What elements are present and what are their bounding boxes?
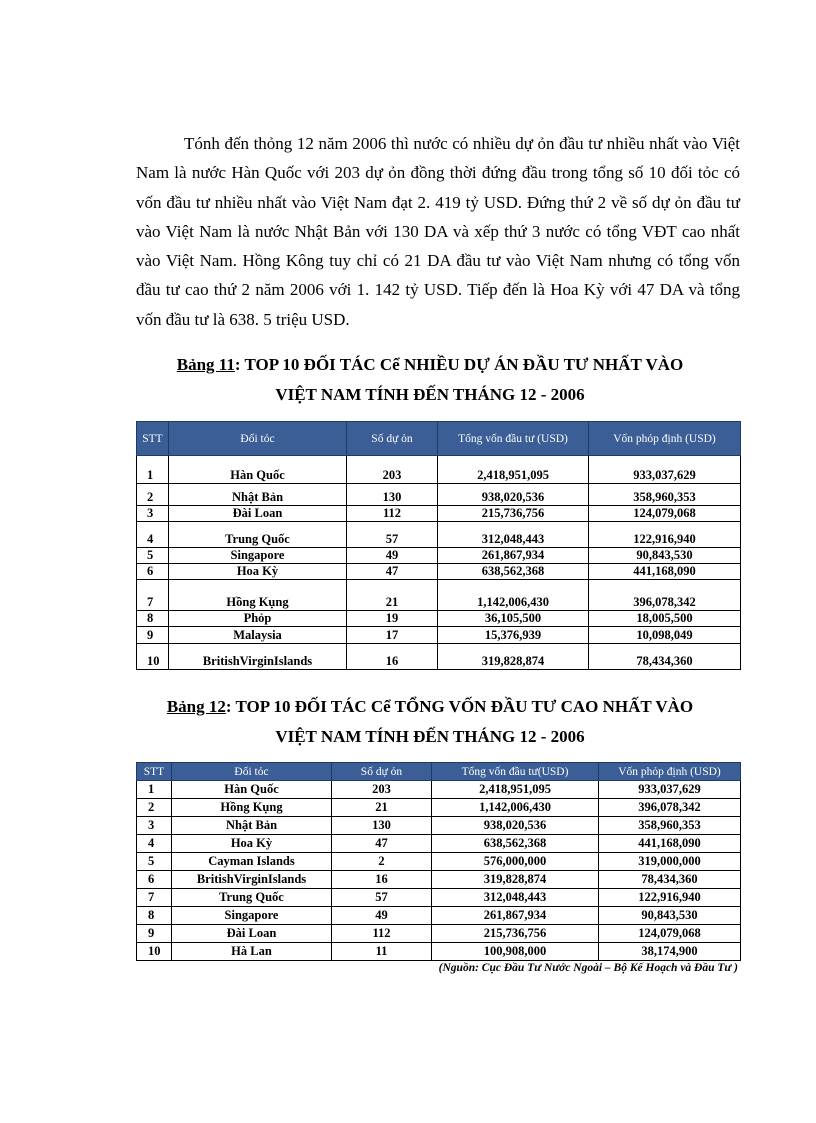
table11-cell-total: 261,867,934 [438, 548, 589, 564]
intro-paragraph-text: Tónh đến thỏng 12 năm 2006 thì nước có nhiều dự ỏn đầu tư nhiều nhất vào Việt Nam là nước Hàn Quốc với 203 dự ỏn đồng thời đứng đầu trong tổng số 10 đối tỏc có vốn đầu tư nhiều nhất vào Việt Nam đạt 2. 419 tỷ USD. Đứng thứ 2 về số dự ỏn đầu tư vào Việt Nam là nước Nhật Bản với 130 DA và xếp thứ 3 nước có tổng VĐT cao nhất vào Việt Nam. Hồng Kông tuy chỉ có 21 DA đầu tư vào Việt Nam nhưng có tổng vốn đầu tư cao thứ 2 năm 2006 với 1. 142 tỷ USD. Tiếp đến là Hoa Kỳ với 47 DA và tổng vốn đầu tư là 638. 5 triệu USD. [136, 134, 740, 329]
table12-row [137, 799, 741, 817]
table12-cell-projects: 47 [332, 835, 432, 853]
table12-row [137, 889, 741, 907]
table11-cell-total: 638,562,368 [438, 564, 589, 580]
table11-cell-stt: 4 [137, 522, 169, 548]
table12-cell-stt: 9 [137, 925, 172, 943]
table12-label: Bảng 12 [166, 697, 226, 716]
table11-row [137, 506, 741, 522]
table11-row [137, 644, 741, 670]
table11-cell-partner: Nhật Bản [169, 484, 347, 506]
table11-cell-legal: 441,168,090 [589, 564, 741, 580]
table12-cell-legal: 933,037,629 [599, 781, 741, 799]
table12-cell-partner: BritishVirginIslands [172, 871, 332, 889]
table11-title-line2: VIỆT NAM TÍNH ĐẾN THÁNG 12 - 2006 [275, 385, 585, 404]
table12-cell-partner: Hồng Kụng [172, 799, 332, 817]
table11-cell-stt: 10 [137, 644, 169, 670]
table11-cell-legal: 933,037,629 [589, 456, 741, 484]
table11-cell-projects: 16 [347, 644, 438, 670]
table11-cell-partner: Hàn Quốc [169, 456, 347, 484]
table11-label: Bảng 11 [176, 355, 235, 374]
table11-cell-projects: 21 [347, 580, 438, 611]
table12-cell-legal: 78,434,360 [599, 871, 741, 889]
table11-cell-total: 938,020,536 [438, 484, 589, 506]
table12-cell-legal: 38,174,900 [599, 943, 741, 961]
table11-title-line1: : TOP 10 ĐỐI TÁC Cể NHIỀU DỰ ÁN ĐẦU TƯ NHẤT VÀO [234, 355, 684, 374]
table11-cell-total: 215,736,756 [438, 506, 589, 522]
table12-cell-projects: 130 [332, 817, 432, 835]
table11-row [137, 548, 741, 564]
table11-cell-legal: 358,960,353 [589, 484, 741, 506]
table11-cell-stt: 1 [137, 456, 169, 484]
table12-title-line2: VIỆT NAM TÍNH ĐẾN THÁNG 12 - 2006 [275, 727, 585, 746]
table12-cell-total: 312,048,443 [432, 889, 599, 907]
table12-cell-stt: 3 [137, 817, 172, 835]
table12-header-projects: Số dự ỏn [332, 763, 432, 781]
table12-cell-legal: 441,168,090 [599, 835, 741, 853]
table11-row [137, 522, 741, 548]
table12-cell-total: 2,418,951,095 [432, 781, 599, 799]
table12-cell-stt: 7 [137, 889, 172, 907]
table12-cell-total: 100,908,000 [432, 943, 599, 961]
table12-cell-partner: Trung Quốc [172, 889, 332, 907]
table12-row [137, 835, 741, 853]
table12-cell-total: 319,828,874 [432, 871, 599, 889]
table12-cell-stt: 1 [137, 781, 172, 799]
table12-row [137, 907, 741, 925]
table11-cell-partner: Phỏp [169, 611, 347, 627]
table12-header-row [137, 763, 741, 781]
table12-cell-legal: 358,960,353 [599, 817, 741, 835]
table12-cell-stt: 4 [137, 835, 172, 853]
table11-header-legal: Vốn phỏp định (USD) [589, 422, 741, 456]
table11-row [137, 456, 741, 484]
table12-row [137, 925, 741, 943]
table11-header-stt: STT [137, 422, 169, 456]
table12-cell-total: 1,142,006,430 [432, 799, 599, 817]
table11-cell-projects: 49 [347, 548, 438, 564]
table11-cell-legal: 122,916,940 [589, 522, 741, 548]
table11-cell-legal: 18,005,500 [589, 611, 741, 627]
table12-cell-legal: 124,079,068 [599, 925, 741, 943]
table11-cell-total: 1,142,006,430 [438, 580, 589, 611]
table11-cell-legal: 124,079,068 [589, 506, 741, 522]
table11-cell-stt: 6 [137, 564, 169, 580]
table12-caption [120, 692, 740, 752]
table12-cell-stt: 8 [137, 907, 172, 925]
table11-cell-legal: 10,098,049 [589, 627, 741, 644]
table12 [136, 762, 741, 961]
table11-cell-projects: 203 [347, 456, 438, 484]
table12-cell-projects: 16 [332, 871, 432, 889]
table11-row [137, 580, 741, 611]
table11-row [137, 627, 741, 644]
table11-cell-partner: Đài Loan [169, 506, 347, 522]
table12-cell-legal: 396,078,342 [599, 799, 741, 817]
table12-header-total: Tổng vốn đầu tư(USD) [432, 763, 599, 781]
table12-title-line1: : TOP 10 ĐỐI TÁC Cể TỔNG VỐN ĐẦU TƯ CAO NHẤT VÀO [225, 697, 694, 716]
table11-cell-stt: 3 [137, 506, 169, 522]
table12-cell-partner: Đài Loan [172, 925, 332, 943]
table11-cell-total: 312,048,443 [438, 522, 589, 548]
table12-cell-total: 576,000,000 [432, 853, 599, 871]
table12-cell-projects: 57 [332, 889, 432, 907]
table11-cell-projects: 19 [347, 611, 438, 627]
table11-cell-total: 2,418,951,095 [438, 456, 589, 484]
table12-cell-total: 938,020,536 [432, 817, 599, 835]
table12-row [137, 781, 741, 799]
table11-cell-projects: 47 [347, 564, 438, 580]
table11-header-projects: Số dự ỏn [347, 422, 438, 456]
table12-cell-stt: 5 [137, 853, 172, 871]
table12-cell-partner: Hàn Quốc [172, 781, 332, 799]
table11-cell-total: 15,376,939 [438, 627, 589, 644]
table12-cell-legal: 319,000,000 [599, 853, 741, 871]
table11-cell-projects: 57 [347, 522, 438, 548]
table11-cell-total: 36,105,500 [438, 611, 589, 627]
table11-cell-projects: 17 [347, 627, 438, 644]
table11-cell-legal: 90,843,530 [589, 548, 741, 564]
table12-row [137, 817, 741, 835]
table11-header-row [137, 422, 741, 456]
table11-row [137, 611, 741, 627]
table11-cell-legal: 78,434,360 [589, 644, 741, 670]
table11-cell-stt: 5 [137, 548, 169, 564]
table12-cell-projects: 21 [332, 799, 432, 817]
table11-cell-projects: 130 [347, 484, 438, 506]
table12-cell-projects: 49 [332, 907, 432, 925]
table12-cell-partner: Nhật Bản [172, 817, 332, 835]
source-note: (Nguồn: Cục Đầu Tư Nước Ngoài – Bộ Kế Hoạch và Đầu Tư ) [438, 962, 738, 974]
table12-cell-projects: 112 [332, 925, 432, 943]
table12-header-legal: Vốn phỏp định (USD) [599, 763, 741, 781]
table11-header-partner: Đối tỏc [169, 422, 347, 456]
table11-header-total: Tổng vốn đầu tư (USD) [438, 422, 589, 456]
table11-cell-stt: 7 [137, 580, 169, 611]
table11-cell-stt: 9 [137, 627, 169, 644]
table11-cell-projects: 112 [347, 506, 438, 522]
table12-header-partner: Đối tỏc [172, 763, 332, 781]
table12-header-stt: STT [137, 763, 172, 781]
table11-cell-stt: 8 [137, 611, 169, 627]
table12-cell-partner: Singapore [172, 907, 332, 925]
table11-caption [120, 350, 740, 410]
table12-cell-stt: 6 [137, 871, 172, 889]
table12-cell-legal: 122,916,940 [599, 889, 741, 907]
table12-row [137, 871, 741, 889]
table12-cell-projects: 203 [332, 781, 432, 799]
table12-cell-total: 638,562,368 [432, 835, 599, 853]
table12-cell-stt: 10 [137, 943, 172, 961]
table12-cell-partner: Hoa Kỳ [172, 835, 332, 853]
table12-cell-partner: Hà Lan [172, 943, 332, 961]
table12-cell-total: 261,867,934 [432, 907, 599, 925]
table12-cell-projects: 11 [332, 943, 432, 961]
table11-cell-partner: BritishVirginIslands [169, 644, 347, 670]
table11-row [137, 484, 741, 506]
table11-cell-partner: Trung Quốc [169, 522, 347, 548]
table11-cell-total: 319,828,874 [438, 644, 589, 670]
table11-cell-legal: 396,078,342 [589, 580, 741, 611]
table11-cell-partner: Malaysia [169, 627, 347, 644]
table12-cell-total: 215,736,756 [432, 925, 599, 943]
table12-cell-stt: 2 [137, 799, 172, 817]
table12-row [137, 853, 741, 871]
table11 [136, 421, 741, 670]
table11-row [137, 564, 741, 580]
table12-row [137, 943, 741, 961]
table11-cell-partner: Hoa Kỳ [169, 564, 347, 580]
table12-cell-projects: 2 [332, 853, 432, 871]
table12-cell-legal: 90,843,530 [599, 907, 741, 925]
table12-cell-partner: Cayman Islands [172, 853, 332, 871]
table11-cell-partner: Hồng Kụng [169, 580, 347, 611]
table11-cell-partner: Singapore [169, 548, 347, 564]
table11-cell-stt: 2 [137, 484, 169, 506]
intro-paragraph [136, 129, 740, 334]
